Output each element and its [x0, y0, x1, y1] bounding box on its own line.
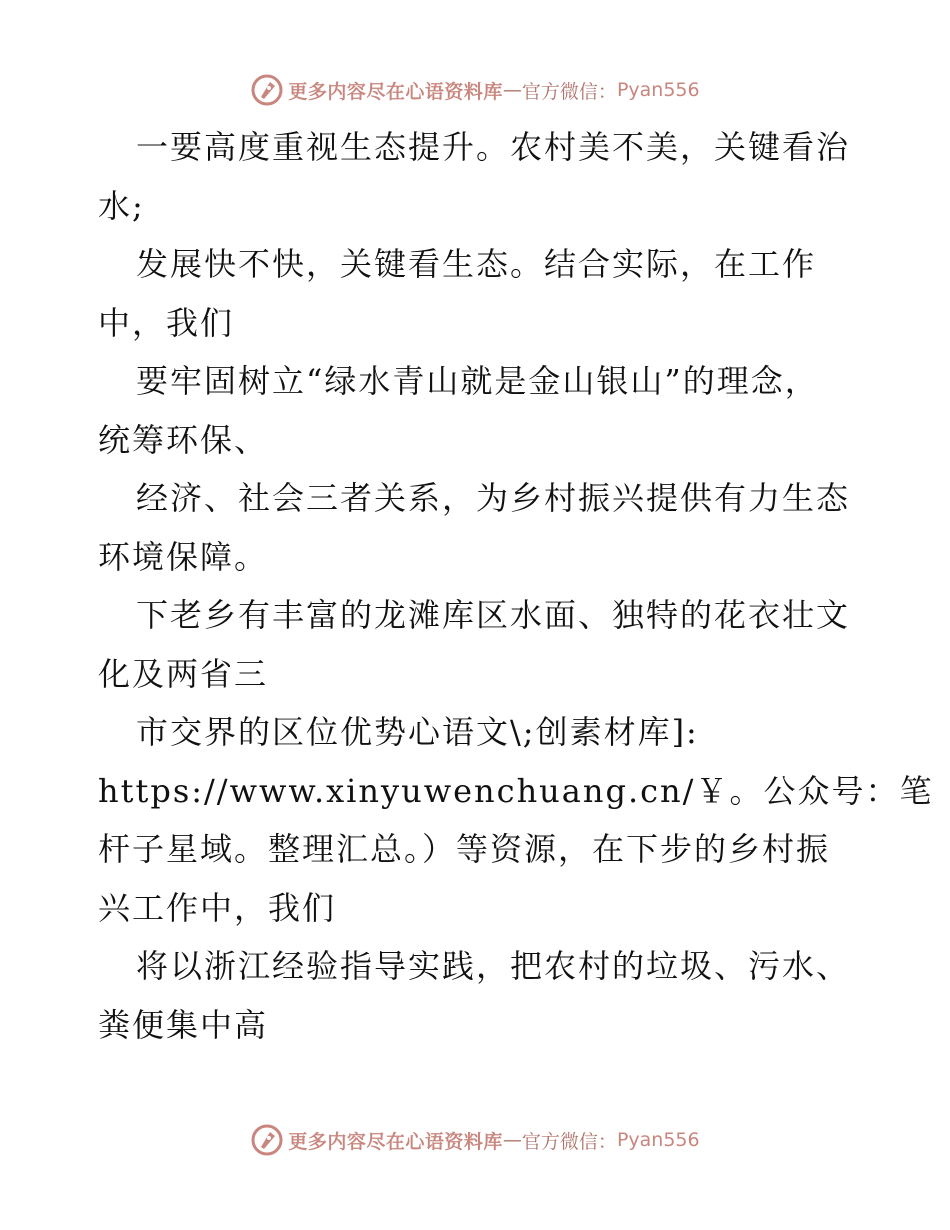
document-body — [98, 118, 934, 1054]
body-line: 化及两省三 — [98, 654, 269, 693]
watermark-main-text: 更多内容尽在心语资料库 — [288, 80, 503, 103]
body-line: 粪便集中高 — [98, 1005, 269, 1044]
body-line: 下老乡有丰富的龙滩库区水面、独特的花衣壮文 — [136, 596, 851, 634]
body-line: 将以浙江经验指导实践，把农村的垃圾、污水、 — [136, 947, 851, 985]
body-line: 环境保障。 — [98, 537, 269, 576]
body-line: 中，我们 — [98, 303, 235, 342]
header-watermark — [0, 70, 950, 110]
body-line: 兴工作中，我们 — [98, 888, 337, 927]
body-line: 发展快不快，关键看生态。结合实际，在工作 — [136, 245, 817, 283]
watermark-wechat-id: Pyan556 — [616, 1129, 700, 1151]
pen-nib-logo-icon — [250, 73, 284, 107]
body-line: https://www.xinyuwenchuang.cn/￥。公众号：笔 — [98, 771, 934, 810]
watermark-dash: — — [502, 1129, 522, 1151]
body-line: 经济、社会三者关系，为乡村振兴提供有力生态 — [136, 479, 851, 517]
body-line: 杆子星域。整理汇总。）等资源，在下步的乡村振 — [98, 830, 831, 868]
pen-nib-logo-icon — [250, 1123, 284, 1157]
body-line: 统筹环保、 — [98, 420, 269, 459]
watermark-sub-text: 官方微信： — [521, 1130, 617, 1153]
footer-watermark — [0, 1120, 950, 1160]
body-line: 一要高度重视生态提升。农村美不美，关键看治 — [136, 128, 851, 166]
body-line: 水; — [98, 186, 145, 225]
body-line: 市交界的区位优势心语文\;创素材库]: — [136, 713, 699, 751]
watermark-dash: — — [502, 79, 522, 101]
watermark-wechat-id: Pyan556 — [616, 79, 700, 101]
watermark-sub-text: 官方微信： — [521, 80, 617, 103]
watermark-main-text: 更多内容尽在心语资料库 — [288, 1130, 503, 1153]
body-line: 要牢固树立“绿水青山就是金山银山”的理念， — [136, 362, 819, 400]
